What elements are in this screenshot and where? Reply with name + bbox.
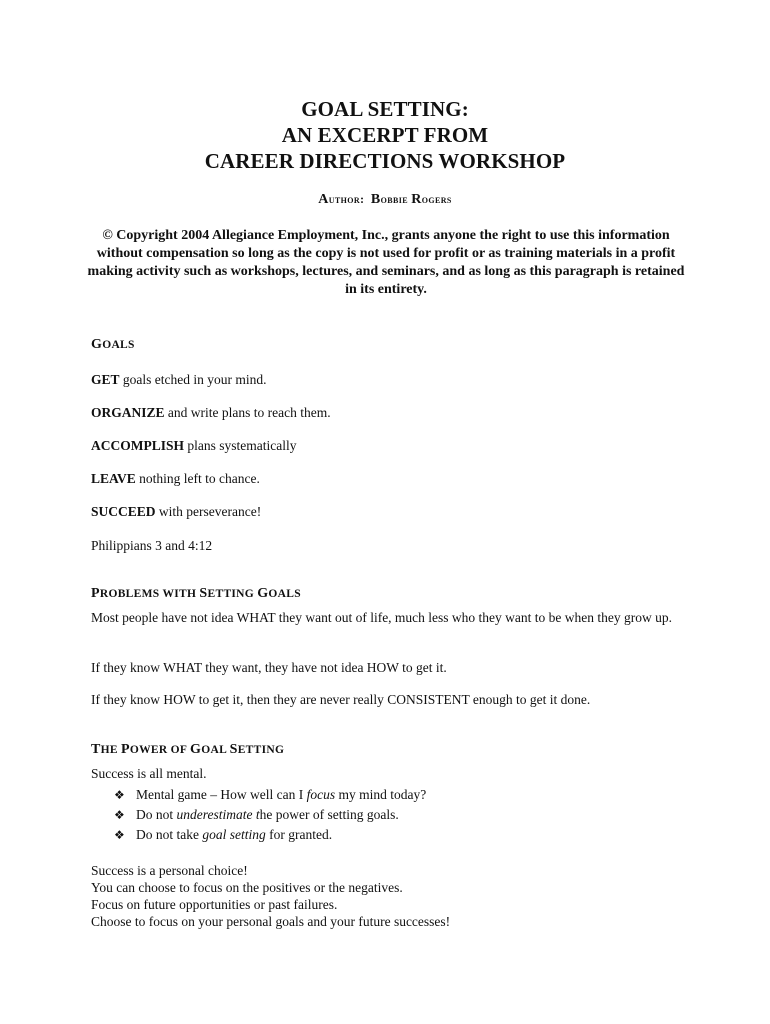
heading-rest: ROBLEMS WITH	[99, 588, 200, 600]
power-heading	[91, 742, 284, 758]
goal-keyword: GET	[91, 372, 120, 387]
author-label-cap: A	[318, 192, 329, 207]
heading-rest: OWER OF	[129, 744, 191, 756]
bullet-text: for granted.	[265, 827, 333, 842]
goal-text: and write plans to reach them.	[164, 405, 331, 420]
problems-paragraph: If they know HOW to get it, then they are never really CONSISTENT enough to get it done.	[91, 692, 591, 707]
closing-line: Focus on future opportunities or past failures.	[91, 897, 338, 912]
goal-text: plans systematically	[184, 438, 297, 453]
closing-line: Choose to focus on your personal goals and your future successes!	[91, 914, 451, 929]
goals-heading	[91, 337, 135, 353]
document-title-line-1: GOAL SETTING:	[301, 97, 469, 121]
author-first-cap: B	[370, 192, 381, 207]
heading-cap: S	[229, 742, 238, 757]
power-bullet-item	[114, 786, 426, 804]
heading-cap: G	[190, 742, 202, 757]
power-intro: Success is all mental.	[91, 766, 207, 781]
document-title-line-2: AN EXCERPT FROM	[281, 123, 489, 147]
four-diamond-bullet-icon: ❖	[114, 788, 125, 802]
author-last-cap: R	[411, 192, 422, 207]
goal-keyword: ACCOMPLISH	[91, 438, 185, 453]
heading-cap: P	[121, 742, 130, 757]
goal-item	[91, 503, 261, 520]
goal-keyword: LEAVE	[91, 471, 136, 486]
four-diamond-bullet-icon: ❖	[114, 828, 125, 842]
goal-keyword: ORGANIZE	[91, 405, 165, 420]
goal-text: nothing left to chance.	[135, 471, 260, 486]
goal-item	[91, 404, 331, 421]
goals-heading-rest: OALS	[102, 339, 135, 351]
heading-cap: S	[199, 586, 208, 601]
heading-rest: ETTING	[207, 588, 258, 600]
scripture-reference: Philippians 3 and 4:12	[91, 538, 213, 553]
goal-text: with perseverance!	[155, 504, 262, 519]
bullet-text: my mind today?	[335, 787, 427, 802]
heading-rest: ETTING	[237, 744, 285, 756]
closing-line: Success is a personal choice!	[91, 863, 248, 878]
bullet-text: Mental game – How well can I	[136, 787, 307, 802]
author-line	[0, 192, 770, 208]
closing-line: You can choose to focus on the positives or the negatives.	[91, 880, 403, 895]
bullet-text: he power of setting goals.	[259, 807, 399, 822]
goal-keyword: SUCCEED	[91, 504, 156, 519]
power-bullet-item	[114, 806, 399, 824]
problems-heading	[91, 586, 301, 602]
heading-rest: OAL	[201, 744, 230, 756]
copyright-notice: © Copyright 2004 Allegiance Employment, Inc., grants anyone the right to use this information without compensation so long as the copy is not used for profit or as training materials in a profit making activity such as workshops, lectures, and seminars, and as long as this paragraph is retained in its entirety.	[87, 228, 685, 297]
problems-paragraph: Most people have not idea WHAT they want out of life, much less who they want to be when they grow up.	[91, 610, 673, 625]
power-bullet-item	[114, 826, 332, 844]
author-label-rest: uthor:	[328, 194, 365, 206]
heading-rest: OALS	[268, 588, 301, 600]
heading-cap: G	[257, 586, 269, 601]
heading-rest: HE	[100, 744, 122, 756]
goal-item	[91, 470, 260, 487]
goal-text: goals etched in your mind.	[119, 372, 267, 387]
bullet-text: Do not take	[136, 827, 203, 842]
author-first-rest: obbie	[380, 194, 408, 206]
heading-cap: P	[91, 586, 100, 601]
bullet-emphasis: underestimate t	[176, 807, 260, 822]
bullet-text: Do not	[136, 807, 177, 822]
goals-heading-cap: G	[91, 337, 103, 352]
bullet-emphasis: focus	[306, 787, 336, 802]
goal-item	[91, 371, 267, 388]
goal-item	[91, 437, 297, 454]
document-title-line-3: CAREER DIRECTIONS WORKSHOP	[204, 149, 566, 173]
four-diamond-bullet-icon: ❖	[114, 808, 125, 822]
problems-paragraph: If they know WHAT they want, they have not idea HOW to get it.	[91, 660, 447, 675]
heading-cap: T	[91, 742, 101, 757]
bullet-emphasis: goal setting	[202, 827, 266, 842]
author-last-rest: ogers	[421, 194, 452, 206]
